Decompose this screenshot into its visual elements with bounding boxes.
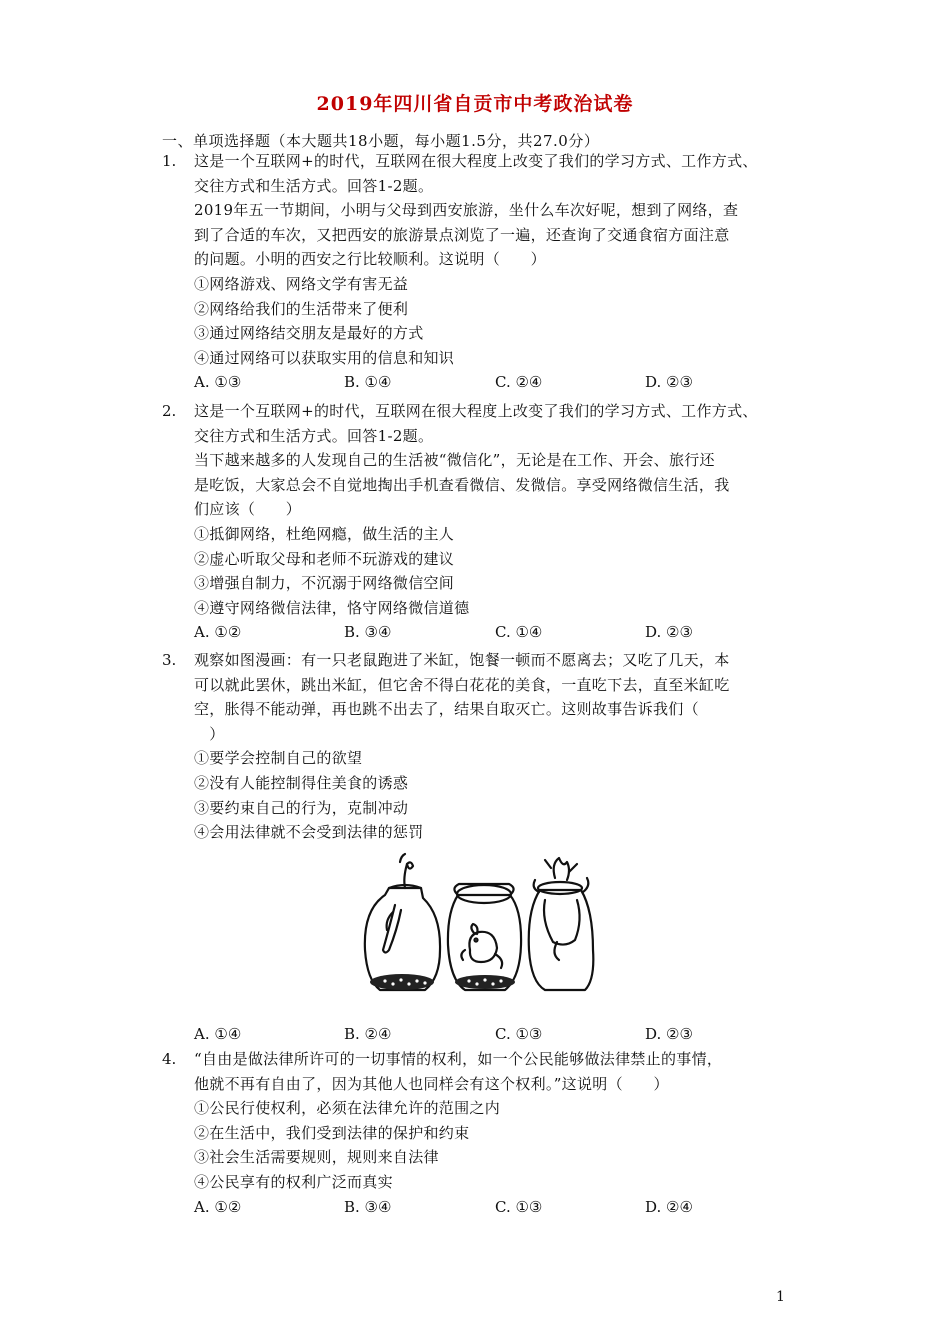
- choice-b: B. ①④: [344, 373, 392, 392]
- question-1: [162, 149, 812, 395]
- choice-a: A. ①③: [194, 373, 242, 392]
- choice-a: A. ①②: [194, 623, 242, 642]
- question-3-choices: [162, 1022, 812, 1047]
- question-text-line: 交往方式和生活方式。回答1-2题。: [194, 426, 434, 445]
- choice-c: C. ①④: [495, 623, 543, 642]
- choice-b: B. ③④: [344, 1197, 392, 1216]
- question-text-line: 这是一个互联网+的时代，互联网在很大程度上改变了我们的学习方式、工作方式、: [194, 152, 758, 170]
- answer-choices: [194, 1195, 812, 1220]
- question-text-line: 可以就此罢休，跳出米缸，但它舍不得白花花的美食，一直吃下去，直至米缸吃: [194, 675, 730, 694]
- question-text-line: 们应该（ ）: [194, 500, 302, 519]
- option-statement: ④会用法律就不会受到法律的惩罚: [194, 823, 424, 842]
- option-statement: ③要约束自己的行为，克制冲动: [194, 798, 409, 817]
- choice-b: B. ②④: [344, 1025, 392, 1043]
- option-statement: ①网络游戏、网络文学有害无益: [194, 274, 409, 293]
- question-text-line: “自由是做法律所许可的一切事情的权利，如一个公民能够做法律禁止的事情，: [194, 1050, 723, 1068]
- option-statement: ②在生活中，我们受到法律的保护和约束: [194, 1123, 470, 1142]
- option-statement: ①要学会控制自己的欲望: [194, 749, 363, 768]
- choice-d: D. ②④: [645, 1197, 693, 1216]
- question-text-line: 空，胀得不能动弹，再也跳不出去了，结果自取灭亡。这则故事告诉我们（: [194, 700, 699, 719]
- answer-choices: [194, 620, 812, 645]
- option-statement: ②没有人能控制得住美食的诱惑: [194, 773, 409, 792]
- page-number: 1: [776, 1289, 785, 1305]
- question-text-line: 他就不再有自由了，因为其他人也同样会有这个权利。”这说明（ ）: [194, 1074, 669, 1093]
- question-2: [162, 399, 812, 645]
- question-number: 4.: [162, 1050, 177, 1068]
- option-statement: ③增强自制力，不沉溺于网络微信空间: [194, 574, 455, 593]
- option-statement: ④通过网络可以获取实用的信息和知识: [194, 348, 455, 367]
- question-text-line: 交往方式和生活方式。回答1-2题。: [194, 176, 434, 195]
- choice-b: B. ③④: [344, 623, 392, 642]
- question-text-line: 到了合适的车次，又把西安的旅游景点浏览了一遍，还查询了交通食宿方面注意: [194, 225, 730, 244]
- question-text-line: 是吃饭，大家总会不自觉地掏出手机查看微信、发微信。享受网络微信生活，我: [194, 475, 730, 494]
- page-title: 2019年四川省自贡市中考政治试卷: [316, 93, 634, 115]
- question-number: 2.: [162, 402, 177, 420]
- mouse-in-rice-jar-cartoon: [355, 850, 595, 1000]
- question-number: 3.: [162, 651, 177, 669]
- question-text-line: 观察如图漫画：有一只老鼠跑进了米缸，饱餐一顿而不愿离去；又吃了几天，本: [194, 651, 730, 669]
- option-statement: ④公民享有的权利广泛而真实: [194, 1172, 393, 1191]
- choice-a: A. ①④: [194, 1025, 242, 1043]
- answer-choices: [194, 370, 812, 395]
- answer-choices: [194, 1022, 812, 1047]
- choice-a: A. ①②: [194, 1197, 242, 1216]
- question-4: [162, 1047, 812, 1219]
- option-statement: ③通过网络结交朋友是最好的方式: [194, 324, 424, 343]
- option-statement: ②网络给我们的生活带来了便利: [194, 299, 409, 318]
- option-statement: ①公民行使权利，必须在法律允许的范围之内: [194, 1099, 501, 1118]
- question-text-line: 2019年五一节期间，小明与父母到西安旅游，坐什么车次好呢，想到了网络，查: [194, 201, 739, 220]
- question-text-line: 当下越来越多的人发现自己的生活被“微信化”，无论是在工作、开会、旅行还: [194, 451, 715, 470]
- choice-c: C. ②④: [495, 373, 543, 392]
- question-text-line: 的问题。小明的西安之行比较顺利。这说明（ ）: [194, 250, 546, 269]
- option-statement: ①抵御网络，杜绝网瘾，做生活的主人: [194, 524, 455, 543]
- choice-c: C. ①③: [495, 1197, 543, 1216]
- option-statement: ④遵守网络微信法律，恪守网络微信道德: [194, 598, 470, 617]
- question-3: [162, 648, 812, 845]
- choice-c: C. ①③: [495, 1025, 543, 1043]
- question-number: 1.: [162, 152, 177, 170]
- choice-d: D. ②③: [645, 1025, 693, 1043]
- choice-d: D. ②③: [645, 623, 693, 642]
- question-text-line: ）: [194, 724, 225, 743]
- section-heading: 一、单项选择题（本大题共18小题，每小题1.5分，共27.0分）: [162, 132, 600, 150]
- option-statement: ③社会生活需要规则，规则来自法律: [194, 1148, 439, 1167]
- option-statement: ②虚心听取父母和老师不玩游戏的建议: [194, 549, 455, 568]
- question-text-line: 这是一个互联网+的时代，互联网在很大程度上改变了我们的学习方式、工作方式、: [194, 402, 758, 420]
- choice-d: D. ②③: [645, 373, 693, 392]
